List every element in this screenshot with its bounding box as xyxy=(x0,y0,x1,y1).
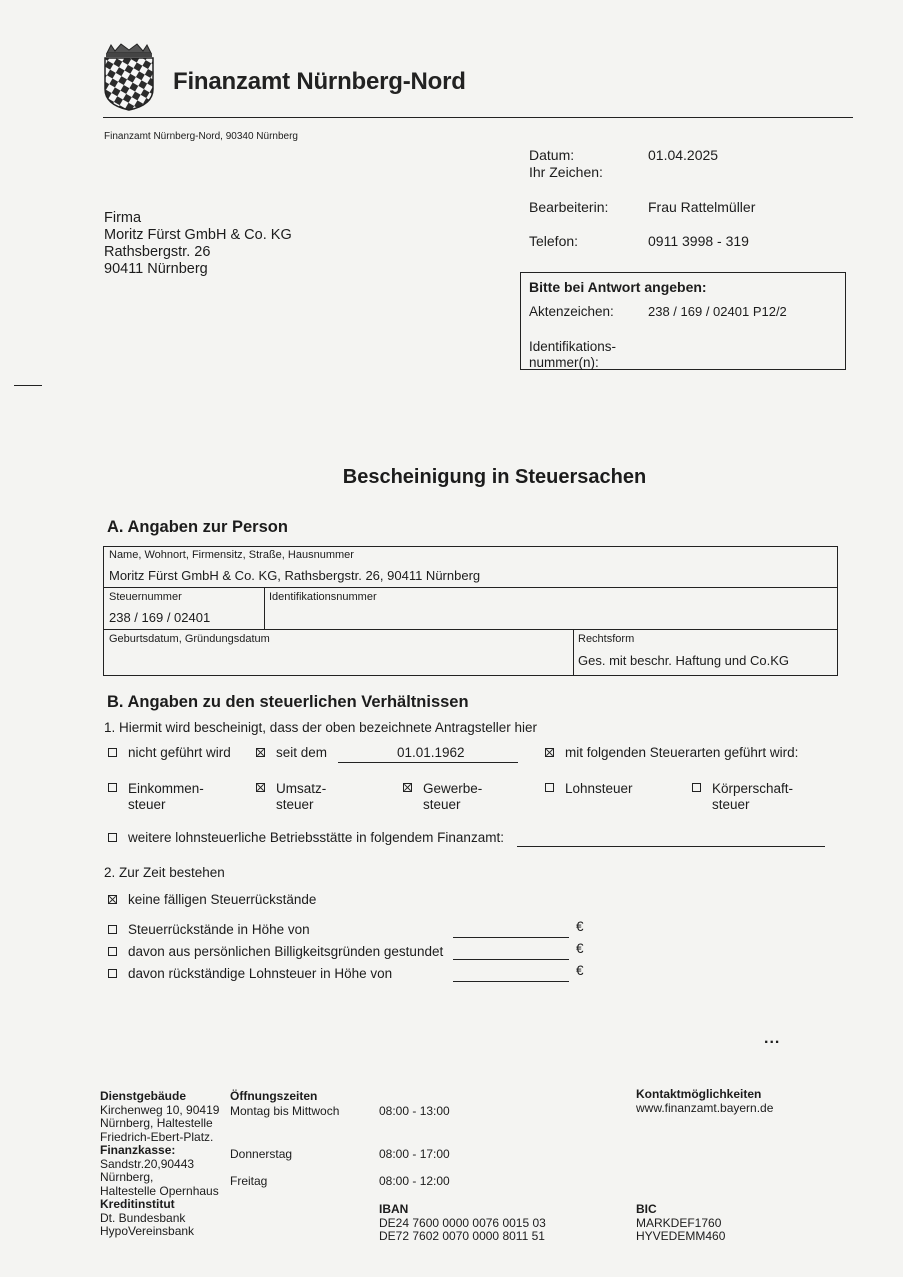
wage-tax-label xyxy=(565,781,633,797)
iban-column xyxy=(379,1203,546,1244)
footer-heading: Finanzkasse: xyxy=(100,1143,176,1157)
table-rule xyxy=(104,587,837,588)
website-link[interactable]: www.finanzamt.bayern.de xyxy=(636,1100,774,1115)
file-number-value: 238 / 169 / 02401 P12/2 xyxy=(648,304,787,319)
currency-symbol: € xyxy=(576,963,584,978)
corporate-tax-checkbox[interactable] xyxy=(692,783,701,792)
your-ref-label: Ihr Zeichen: xyxy=(529,164,603,180)
trade-tax-checkbox[interactable] xyxy=(403,783,412,792)
tax-type-line: steuer xyxy=(128,797,166,812)
footer-text: Friedrich-Ebert-Platz. xyxy=(100,1129,214,1144)
currency-symbol: € xyxy=(576,919,584,934)
person-data-table xyxy=(103,546,838,676)
footer-heading: Kreditinstitut xyxy=(100,1197,175,1211)
hours-day: Donnerstag xyxy=(230,1147,293,1161)
hours-day: Freitag xyxy=(230,1174,268,1188)
id-number-label xyxy=(529,339,616,371)
since-date: 01.01.1962 xyxy=(397,745,465,760)
footer-heading: Dienstgebäude xyxy=(100,1089,187,1103)
wage-tax-arrears-checkbox[interactable] xyxy=(108,969,117,978)
recipient-line: Moritz Fürst GmbH & Co. KG xyxy=(104,227,292,243)
with-taxes-checkbox[interactable] xyxy=(545,748,554,757)
wage-tax-checkbox[interactable] xyxy=(545,783,554,792)
branch-office-line xyxy=(517,846,825,847)
bank-name: HypoVereinsbank xyxy=(100,1224,195,1238)
section-a-heading: A. Angaben zur Person xyxy=(107,518,288,536)
name-value: Moritz Fürst GmbH & Co. KG, Rathsbergstr. 26, 90411 Nürnberg xyxy=(109,568,481,583)
section-b-heading: B. Angaben zu den steuerlichen Verhältnissen xyxy=(107,693,469,711)
bic-value: MARKDEF1760 xyxy=(636,1215,722,1230)
footer-text: Nürnberg, Haltestelle xyxy=(100,1116,213,1130)
fold-mark xyxy=(14,385,42,386)
tax-number-label: Steuernummer xyxy=(109,591,182,603)
office-name: Finanzamt Nürnberg-Nord xyxy=(173,68,466,95)
deferred-amount-line xyxy=(453,959,569,960)
clause-2-text: 2. Zur Zeit bestehen xyxy=(104,865,225,880)
continuation-ellipsis: ... xyxy=(764,1030,781,1047)
table-rule xyxy=(264,587,265,629)
iban-value: DE72 7602 0070 0000 8011 51 xyxy=(379,1229,545,1243)
recipient-line: Rathsbergstr. 26 xyxy=(104,244,211,260)
footer-heading: IBAN xyxy=(379,1202,409,1216)
with-taxes-label: mit folgenden Steuerarten geführt wird: xyxy=(565,745,799,760)
no-arrears-label: keine fälligen Steuerrückstände xyxy=(128,892,317,907)
trade-tax-label xyxy=(423,781,482,813)
branch-office-checkbox[interactable] xyxy=(108,833,117,842)
deferred-arrears-checkbox[interactable] xyxy=(108,947,117,956)
hours-time: 08:00 - 13:00 xyxy=(379,1104,450,1118)
wage-tax-amount-line xyxy=(453,981,569,982)
clerk-value: Frau Rattelmüller xyxy=(648,199,756,215)
footer-heading: Öffnungszeiten xyxy=(230,1089,318,1103)
clause-1-text: 1. Hiermit wird bescheinigt, dass der oben bezeichnete Antragsteller hier xyxy=(104,720,537,735)
recipient-address xyxy=(104,210,292,278)
deferred-arrears-label: davon aus persönlichen Billigkeitsgründen gestundet xyxy=(128,944,444,959)
document-title: Bescheinigung in Steuersachen xyxy=(342,466,647,488)
not-managed-label: nicht geführt wird xyxy=(128,745,231,760)
date-value: 01.04.2025 xyxy=(648,147,719,163)
legal-form-value: Ges. mit beschr. Haftung und Co.KG xyxy=(578,653,789,668)
arrears-label: Steuerrückstände in Höhe von xyxy=(128,922,310,937)
date-label: Datum: xyxy=(529,147,575,163)
footer-text: Haltestelle Opernhaus xyxy=(100,1183,219,1198)
currency-symbol: € xyxy=(576,941,584,956)
vat-label xyxy=(276,781,326,813)
recipient-line: 90411 Nürnberg xyxy=(104,261,208,277)
income-tax-checkbox[interactable] xyxy=(108,783,117,792)
footer-heading: Kontaktmöglichkeiten xyxy=(636,1087,762,1101)
tax-type-line: Gewerbe- xyxy=(423,781,483,796)
birth-date-label: Geburtsdatum, Gründungsdatum xyxy=(109,633,270,645)
sender-line: Finanzamt Nürnberg-Nord, 90340 Nürnberg xyxy=(104,131,298,142)
footer-text: Nürnberg, xyxy=(100,1170,154,1184)
footer-text: Kirchenweg 10, 90419 xyxy=(100,1102,220,1117)
income-tax-label xyxy=(128,781,204,813)
legal-form-label: Rechtsform xyxy=(578,633,635,645)
table-rule xyxy=(573,629,574,675)
id-label-line: nummer(n): xyxy=(529,355,599,370)
phone-value: 0911 3998 - 319 xyxy=(648,233,749,249)
bavarian-crest-icon xyxy=(103,43,155,111)
id-number-field-label: Identifikationsnummer xyxy=(269,591,377,603)
file-number-label: Aktenzeichen: xyxy=(529,304,614,319)
footer-hours-heading xyxy=(230,1090,317,1104)
corporate-tax-label xyxy=(712,781,793,813)
tax-type-line: Körperschaft- xyxy=(712,781,794,796)
id-label-line: Identifikations- xyxy=(529,339,617,354)
bic-value: HYVEDEMM460 xyxy=(636,1229,726,1243)
tax-type-line: Umsatz- xyxy=(276,781,327,796)
arrears-checkbox[interactable] xyxy=(108,925,117,934)
bic-column xyxy=(636,1203,725,1244)
footer-heading: BIC xyxy=(636,1202,657,1216)
hours-time: 08:00 - 17:00 xyxy=(379,1147,450,1161)
tax-type-line: steuer xyxy=(712,797,750,812)
branch-office-label: weitere lohnsteuerliche Betriebsstätte in folgendem Finanzamt: xyxy=(128,830,504,845)
hours-day: Montag bis Mittwoch xyxy=(230,1104,340,1118)
tax-type-line: steuer xyxy=(423,797,461,812)
since-date-line xyxy=(338,762,518,763)
wage-tax-arrears-label: davon rückständige Lohnsteuer in Höhe von xyxy=(128,966,393,981)
tax-number-value: 238 / 169 / 02401 xyxy=(109,610,211,625)
iban-value: DE24 7600 0000 0076 0015 03 xyxy=(379,1215,546,1230)
tax-type-line: steuer xyxy=(276,797,314,812)
not-managed-checkbox[interactable] xyxy=(108,748,117,757)
name-label: Name, Wohnort, Firmensitz, Straße, Hausnummer xyxy=(109,549,354,561)
tax-type-line: Lohnsteuer xyxy=(565,781,633,796)
tax-type-line: Einkommen- xyxy=(128,781,204,796)
reply-box-title: Bitte bei Antwort angeben: xyxy=(529,279,707,295)
recipient-line: Firma xyxy=(104,210,142,226)
table-rule xyxy=(104,629,837,630)
since-label: seit dem xyxy=(276,745,328,760)
vat-checkbox[interactable] xyxy=(256,783,265,792)
contact-column xyxy=(636,1088,773,1115)
since-checkbox[interactable] xyxy=(256,748,265,757)
arrears-amount-line xyxy=(453,937,569,938)
clerk-label: Bearbeiterin: xyxy=(529,199,609,215)
reply-reference-box xyxy=(520,272,846,370)
footer-building xyxy=(100,1090,228,1239)
bank-name: Dt. Bundesbank xyxy=(100,1210,186,1225)
no-arrears-checkbox[interactable] xyxy=(108,895,117,904)
header-rule xyxy=(103,117,853,118)
hours-time: 08:00 - 12:00 xyxy=(379,1174,450,1188)
phone-label: Telefon: xyxy=(529,233,579,249)
footer-text: Sandstr.20,90443 xyxy=(100,1156,195,1171)
